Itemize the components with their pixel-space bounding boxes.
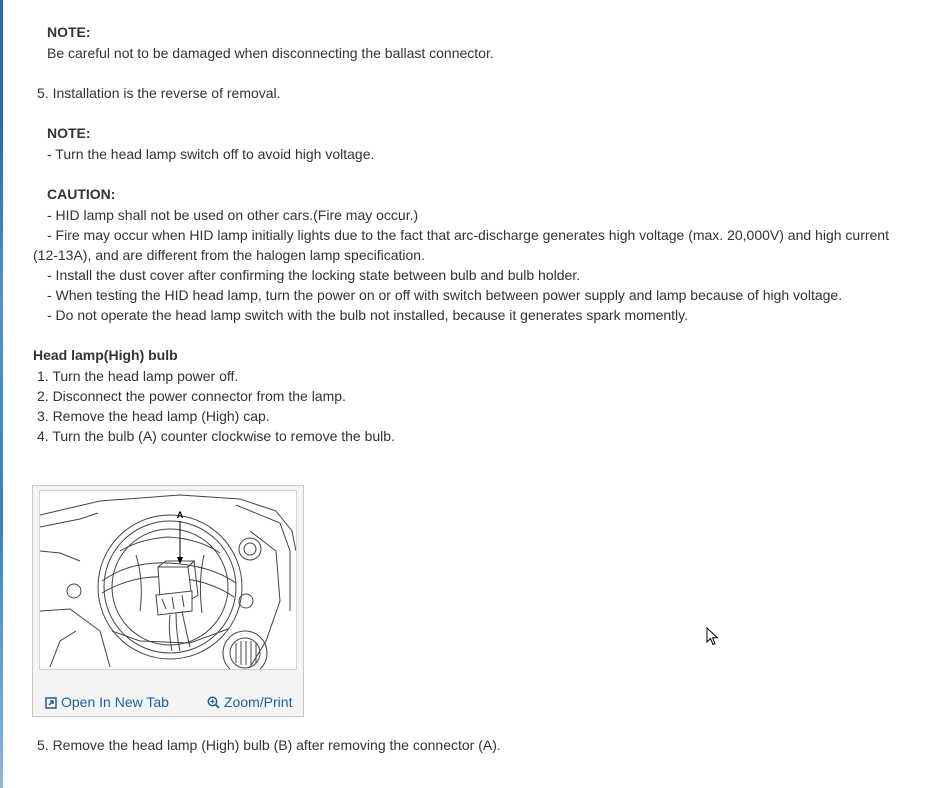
- step-remove-bulb: 5. Remove the head lamp (High) bulb (B) after removing the connector (A).: [37, 737, 501, 753]
- mouse-cursor-icon: [706, 627, 720, 647]
- note-heading: NOTE:: [47, 24, 91, 40]
- open-new-tab-icon: [45, 697, 57, 709]
- procedure-step: 2. Disconnect the power connector from the lamp.: [37, 388, 346, 404]
- note-heading: NOTE:: [47, 125, 91, 141]
- caution-item: - Do not operate the head lamp switch with the bulb not installed, because it generates spark momently.: [47, 307, 688, 323]
- caution-item: - Install the dust cover after confirming the locking state between bulb and bulb holder.: [47, 267, 581, 283]
- open-in-new-tab-link[interactable]: [45, 694, 169, 710]
- zoom-print-label: Zoom/Print: [224, 694, 293, 710]
- headlamp-diagram[interactable]: [39, 490, 297, 670]
- section-title: Head lamp(High) bulb: [33, 347, 178, 363]
- step-install: 5. Installation is the reverse of removal.: [37, 85, 281, 101]
- procedure-step: 4. Turn the bulb (A) counter clockwise to remove the bulb.: [37, 428, 395, 444]
- zoom-print-link[interactable]: [207, 694, 292, 710]
- zoom-icon: [207, 696, 220, 709]
- note-item: - Turn the head lamp switch off to avoid high voltage.: [47, 146, 375, 162]
- caution-item: - HID lamp shall not be used on other cars.(Fire may occur.): [47, 207, 419, 223]
- window-left-edge: [0, 0, 3, 788]
- note-text: Be careful not to be damaged when disconnecting the ballast connector.: [47, 45, 494, 61]
- caution-heading: CAUTION:: [47, 186, 116, 202]
- figure-panel: [32, 485, 304, 717]
- procedure-step: 3. Remove the head lamp (High) cap.: [37, 408, 270, 424]
- caution-item: - Fire may occur when HID lamp initially lights due to the fact that arc-discharge generates high voltage (max. 20,000V) and high current: [47, 227, 889, 243]
- procedure-step: 1. Turn the head lamp power off.: [37, 368, 239, 384]
- open-in-new-tab-label: Open In New Tab: [61, 694, 169, 710]
- headlamp-illustration: [40, 491, 296, 669]
- callout-label: A: [176, 510, 184, 520]
- caution-item-continued: (12-13A), and are different from the halogen lamp specification.: [33, 247, 425, 263]
- caution-item: - When testing the HID head lamp, turn the power on or off with switch between power supply and lamp because of high voltage.: [47, 287, 843, 303]
